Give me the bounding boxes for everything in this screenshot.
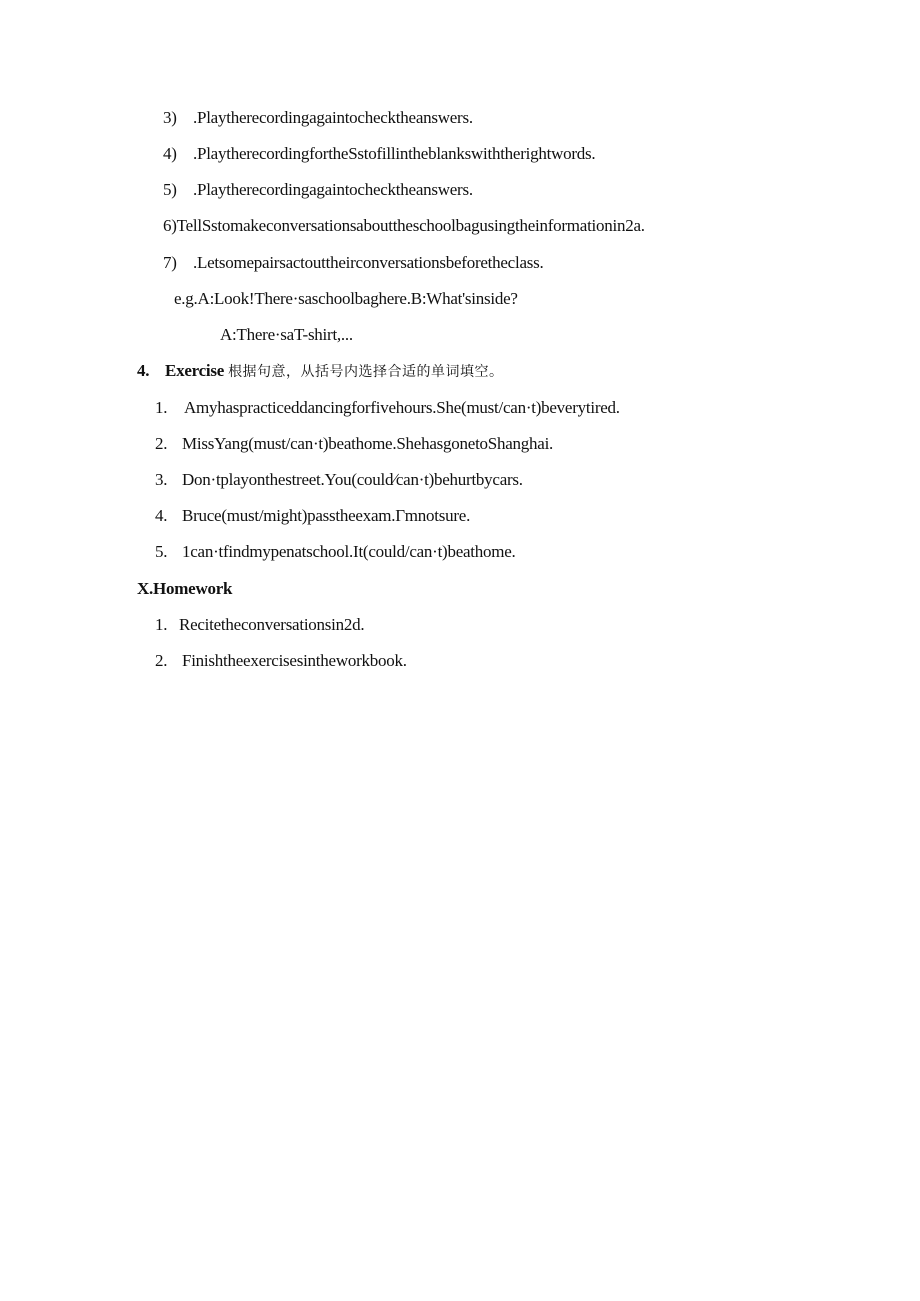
exercise-item-2	[155, 433, 553, 455]
item-text: Bruce(must/might)passtheexam.Γmnotsure.	[182, 506, 471, 525]
item-number: 1.	[155, 398, 168, 417]
exercise-item-4	[155, 505, 470, 527]
item-text: 1can·tfindmypenatschool.It(could/can·t)beathome.	[182, 542, 516, 561]
exercise-item-5	[155, 541, 516, 563]
step-number: 4)	[163, 144, 177, 163]
homework-title: X.Homework	[137, 579, 233, 598]
homework-item-2	[155, 650, 407, 672]
item-number: 3.	[155, 470, 168, 489]
exercise-heading	[137, 360, 504, 383]
item-number: 4.	[155, 506, 168, 525]
item-text: MissYang(must/can·t)beathome.ShehasgonetoShanghai.	[182, 434, 554, 453]
step-number: 5)	[163, 180, 177, 199]
item-text: Finishtheexercisesintheworkbook.	[182, 651, 407, 670]
item-number: 2.	[155, 651, 168, 670]
step-number: 7)	[163, 253, 177, 272]
item-text: Amyhaspracticeddancingforfivehours.She(must/can·t)beverytired.	[184, 398, 620, 417]
item-text: Don·tplayonthestreet.You(could∕can·t)behurtbycars.	[182, 470, 523, 489]
exercise-item-1	[155, 397, 620, 419]
step-text: .Playtherecordingagaintochecktheanswers.	[193, 108, 473, 127]
exercise-instruction: 根据句意，从括号内选择合适的单词填空。	[228, 364, 504, 380]
step-text: .Playtherecordingagaintochecktheanswers.	[193, 180, 473, 199]
example-line-2: A:There·saT-shirt,...	[220, 325, 353, 344]
step-3	[163, 107, 473, 129]
item-number: 1.	[155, 615, 168, 634]
item-number: 2.	[155, 434, 168, 453]
step-5	[163, 179, 473, 201]
step-number: 3)	[163, 108, 177, 127]
step-text: .PlaytherecordingfortheSstofillintheblankswiththerightwords.	[193, 144, 596, 163]
step-text: .Letsomepairsactouttheirconversationsbeforetheclass.	[193, 253, 544, 272]
exercise-number: 4.	[137, 361, 150, 380]
step-6	[163, 215, 645, 237]
step-text: 6)TellSstomakeconversationsabouttheschoolbagusingtheinformationin2a.	[163, 216, 645, 235]
item-number: 5.	[155, 542, 168, 561]
step-4	[163, 143, 595, 165]
homework-item-1	[155, 614, 364, 636]
example-line-1: e.g.A:Look!There·saschoolbaghere.B:What'sinside?	[174, 289, 518, 308]
item-text: Recitetheconversationsin2d.	[179, 615, 365, 634]
exercise-item-3	[155, 469, 523, 491]
step-7	[163, 252, 543, 274]
exercise-title: Exercise	[165, 361, 225, 380]
